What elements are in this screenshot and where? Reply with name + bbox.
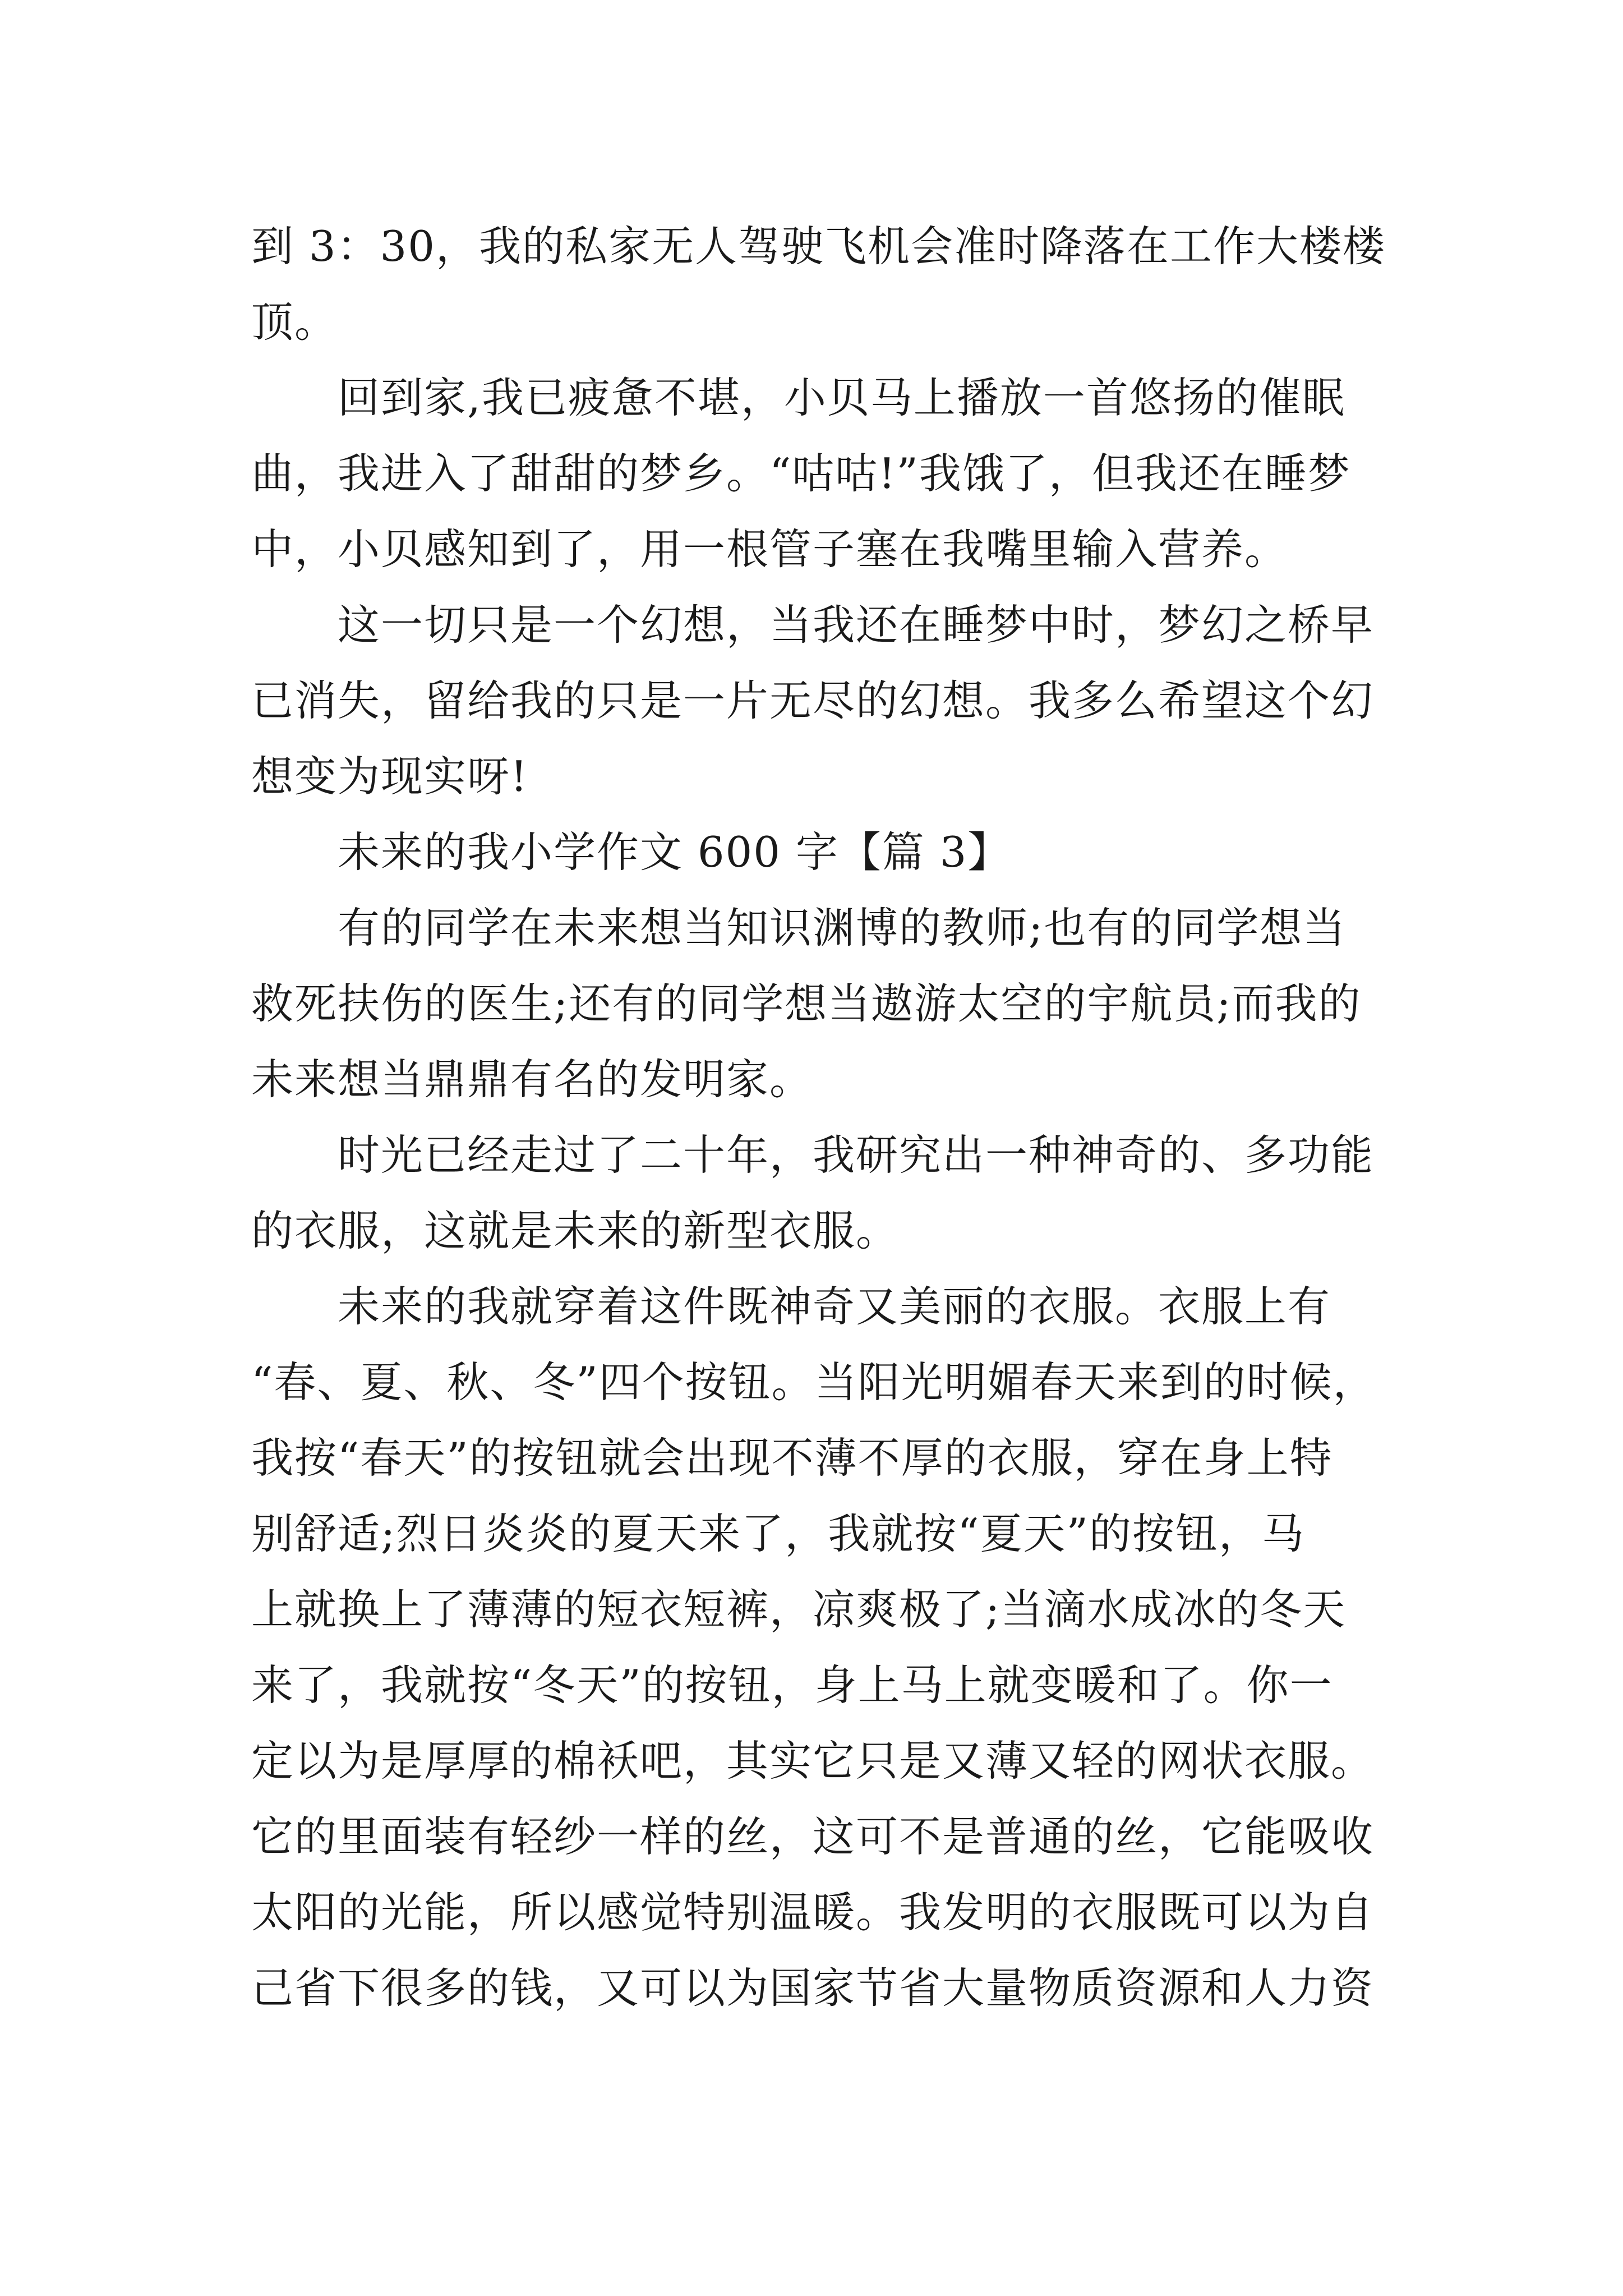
paragraph-7 bbox=[251, 1269, 1390, 2026]
text-line: “春、夏、秋、冬”四个按钮。当阳光明媚春天来到的时候， bbox=[251, 1358, 1376, 1407]
text-line: 有的同学在未来想当知识渊博的教师;也有的同学想当 bbox=[338, 903, 1347, 953]
text-line: 救死扶伤的医生;还有的同学想当遨游太空的宇航员;而我的 bbox=[251, 979, 1362, 1028]
text-line: 未来想当鼎鼎有名的发明家。 bbox=[251, 1055, 813, 1104]
text-line: 已消失，留给我的只是一片无尽的幻想。我多么希望这个幻 bbox=[251, 676, 1375, 725]
text-line: 中，小贝感知到了，用一根管子塞在我嘴里输入营养。 bbox=[251, 524, 1288, 574]
text-line: 己省下很多的钱，又可以为国家节省大量物质资源和人力资 bbox=[251, 1963, 1375, 2013]
text-line: 定以为是厚厚的棉袄吧，其实它只是又薄又轻的网状衣服。 bbox=[251, 1736, 1375, 1786]
text-line: 回到家,我已疲惫不堪，小贝马上播放一首悠扬的催眠 bbox=[338, 373, 1345, 422]
section-heading bbox=[251, 815, 1390, 890]
text-line: 我按“春天”的按钮就会出现不薄不厚的衣服，穿在身上特 bbox=[251, 1433, 1333, 1483]
text-line: 来了，我就按“冬天”的按钮，身上马上就变暖和了。你一 bbox=[251, 1660, 1333, 1710]
text-line: 曲，我进入了甜甜的梦乡。“咕咕!”我饿了，但我还在睡梦 bbox=[251, 449, 1351, 498]
text-line: 想变为现实呀! bbox=[251, 752, 529, 801]
paragraph-6 bbox=[251, 1117, 1390, 1269]
text-line: 未来的我就穿着这件既神奇又美丽的衣服。衣服上有 bbox=[338, 1282, 1331, 1331]
text-line: 时光已经走过了二十年，我研究出一种神奇的、多功能 bbox=[338, 1130, 1375, 1180]
paragraph-5 bbox=[251, 890, 1390, 1117]
text-line: 顶。 bbox=[251, 297, 338, 347]
paragraph-3 bbox=[251, 587, 1390, 815]
text-line: 上就换上了薄薄的短衣短裤，凉爽极了;当滴水成冰的冬天 bbox=[251, 1585, 1347, 1634]
paragraph-2 bbox=[251, 360, 1390, 587]
text-line: 太阳的光能，所以感觉特别温暖。我发明的衣服既可以为自 bbox=[251, 1888, 1375, 1937]
paragraph-1 bbox=[251, 209, 1390, 360]
heading-line: 未来的我小学作文 600 字【篇 3】 bbox=[338, 827, 1011, 877]
text-line: 到 3：30，我的私家无人驾驶飞机会准时降落在工作大楼楼 bbox=[251, 222, 1386, 271]
text-body bbox=[251, 209, 1390, 2026]
text-line: 的衣服，这就是未来的新型衣服。 bbox=[251, 1206, 900, 1255]
text-line: 别舒适;烈日炎炎的夏天来了，我就按“夏天”的按钮，马 bbox=[251, 1509, 1305, 1558]
text-line: 这一切只是一个幻想，当我还在睡梦中时，梦幻之桥早 bbox=[338, 600, 1375, 650]
text-line: 它的里面装有轻纱一样的丝，这可不是普通的丝，它能吸收 bbox=[251, 1812, 1375, 1861]
